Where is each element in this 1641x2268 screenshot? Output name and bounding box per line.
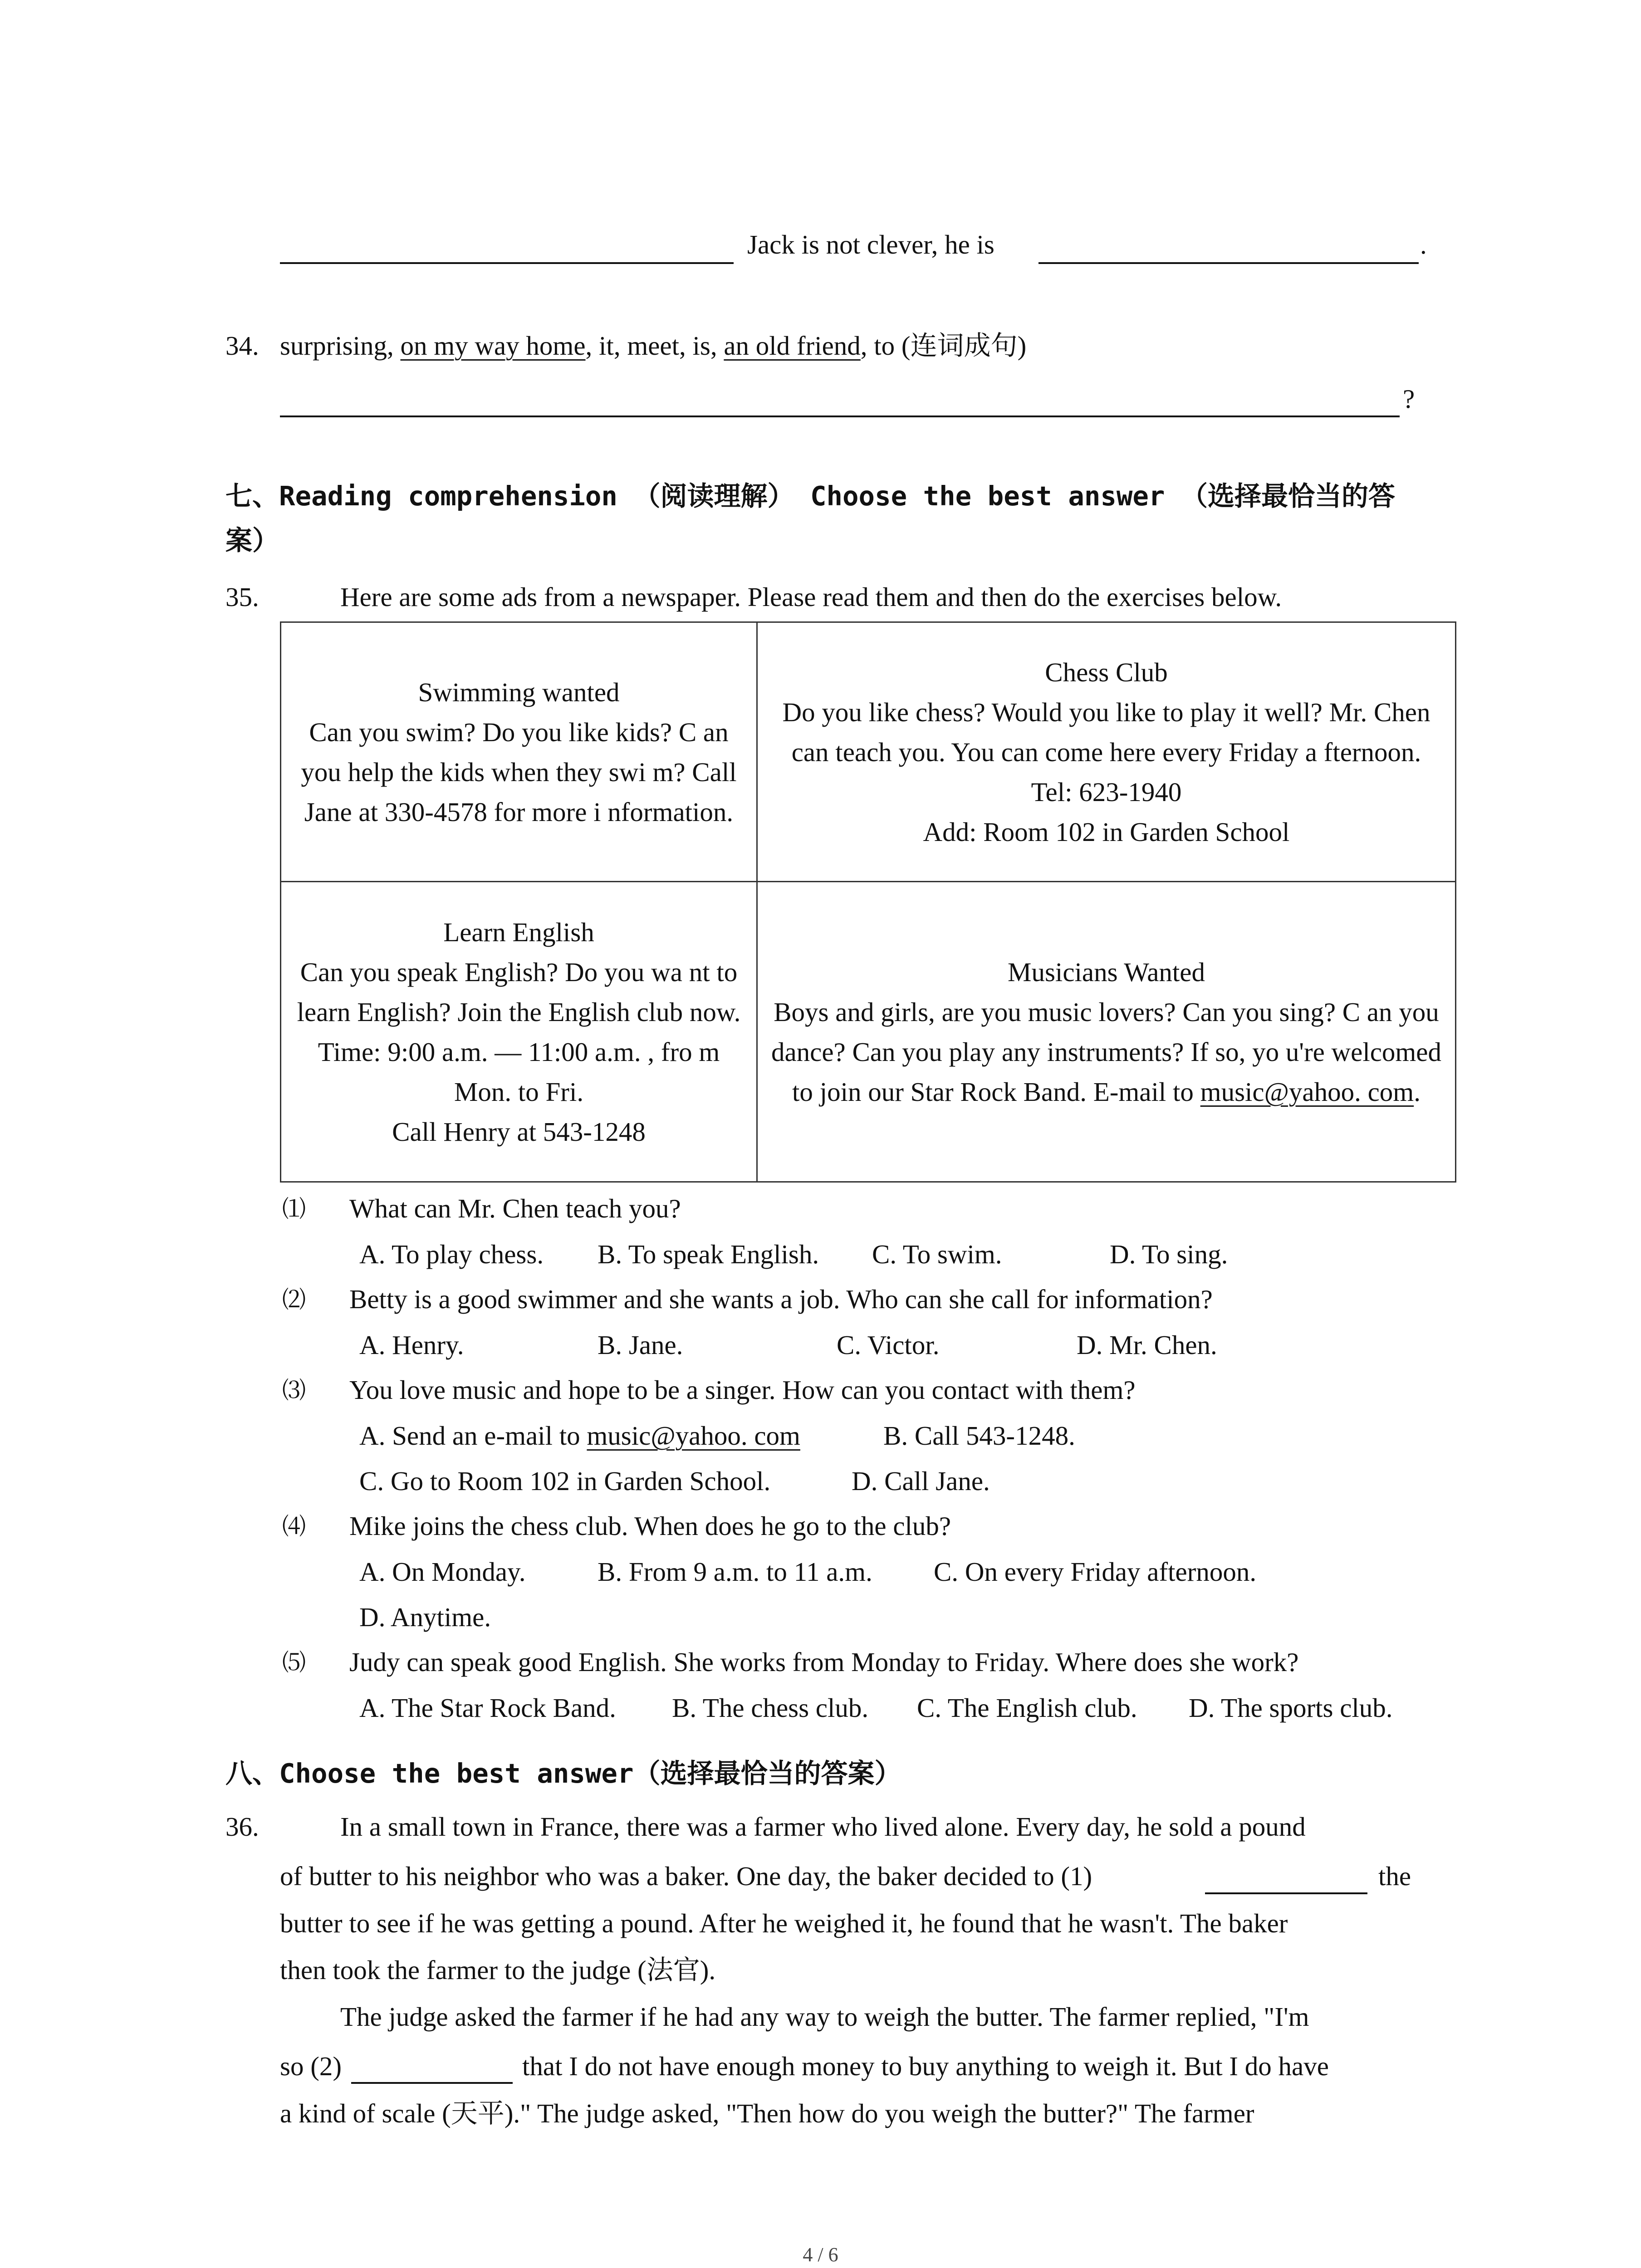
answer-blank[interactable] — [280, 262, 734, 264]
ads-table — [280, 621, 1456, 1183]
ad-title: Learn English — [443, 917, 594, 947]
option[interactable]: D. Anytime. — [359, 1602, 491, 1632]
option[interactable]: B. Jane. — [598, 1330, 683, 1360]
subquestion-number: ⑵ — [282, 1286, 306, 1314]
subquestion-number: ⑸ — [282, 1649, 306, 1677]
ad-tel: Tel: 623-1940 — [1031, 777, 1182, 807]
option[interactable]: C. Victor. — [837, 1330, 940, 1360]
subquestion-number: ⑶ — [282, 1377, 306, 1404]
ad-chess — [757, 622, 1456, 882]
section-heading: 八、Choose the best answer（选择最恰当的答案） — [225, 1758, 901, 1789]
option[interactable]: D. To sing. — [1110, 1239, 1228, 1269]
option[interactable]: B. From 9 a.m. to 11 a.m. — [598, 1557, 872, 1587]
option[interactable]: D. Mr. Chen. — [1077, 1330, 1217, 1360]
email-link[interactable]: music@yahoo. com — [587, 1421, 800, 1451]
option[interactable]: C. On every Friday afternoon. — [934, 1557, 1257, 1587]
option[interactable]: B. To speak English. — [598, 1239, 819, 1269]
passage-line: The judge asked the farmer if he had any way to weigh the butter. The farmer replied, "I'm — [340, 2002, 1309, 2032]
option[interactable]: C. The English club. — [917, 1693, 1137, 1723]
option[interactable]: D. The sports club. — [1189, 1693, 1393, 1723]
option[interactable]: A. The Star Rock Band. — [359, 1693, 616, 1723]
option[interactable]: A. Send an e-mail to music@yahoo. com — [359, 1421, 800, 1451]
ad-english — [281, 882, 757, 1182]
option[interactable]: A. To play chess. — [359, 1239, 544, 1269]
option[interactable]: B. Call 543-1248. — [883, 1421, 1075, 1451]
section-heading: 案） — [225, 525, 279, 556]
underlined-phrase: an old friend — [724, 331, 861, 361]
ad-call: Call Henry at 543-1248 — [392, 1116, 646, 1147]
ad-time: Time: 9:00 a.m. — 11:00 a.m. , fro m Mon. to Fri. — [318, 1036, 720, 1107]
ad-swimming — [281, 622, 757, 882]
subquestion-text: Betty is a good swimmer and she wants a job. Who can she call for information? — [349, 1284, 1213, 1314]
ad-body: Do you like chess? Would you like to play it well? Mr. Chen can teach you. You can come here every Friday a fternoon. — [782, 697, 1430, 767]
answer-blank[interactable] — [280, 415, 1400, 417]
answer-blank[interactable] — [1205, 1892, 1367, 1894]
option[interactable]: B. The chess club. — [672, 1693, 869, 1723]
subquestion-text: You love music and hope to be a singer. How can you contact with them? — [349, 1375, 1136, 1405]
ad-title: Swimming wanted — [418, 677, 620, 707]
passage-line: so (2) — [280, 2051, 342, 2081]
ad-body: Can you speak English? Do you wa nt to learn English? Join the English club now. — [297, 957, 741, 1027]
section-heading: 七、Reading comprehension （阅读理解） Choose the best answer （选择最恰当的答 — [225, 480, 1395, 512]
ad-body: Can you swim? Do you like kids? C an you help the kids when they swi m? Call Jane at 330-4578 for more i nformation. — [301, 717, 737, 827]
option[interactable]: A. Henry. — [359, 1330, 464, 1360]
passage-line: then took the farmer to the judge (法官). — [280, 1955, 716, 1985]
question-text — [280, 332, 1026, 359]
passage-line: a kind of scale (天平)." The judge asked, "Then how do you weigh the butter?" The farmer — [280, 2098, 1254, 2128]
word: , it, meet, is, — [585, 331, 717, 361]
ad-body: Boys and girls, are you music lovers? Can you sing? C an you dance? Can you play any instruments? If so, yo u're welcomed to join our Star Rock Band. E-mail to music@yahoo. com. — [771, 997, 1441, 1107]
question-intro: Here are some ads from a newspaper. Please read them and then do the exercises below. — [340, 582, 1282, 612]
ad-address: Add: Room 102 in Garden School — [923, 816, 1290, 847]
subquestion-text: Judy can speak good English. She works from Monday to Friday. Where does she work? — [349, 1647, 1299, 1677]
option[interactable]: A. On Monday. — [359, 1557, 526, 1587]
question-text: Jack is not clever, he is — [747, 230, 994, 259]
subquestion-number: ⑴ — [282, 1196, 306, 1223]
page-number: 4 / 6 — [803, 2244, 838, 2266]
email-link[interactable]: music@yahoo. com — [1200, 1076, 1414, 1107]
question-number: 34. — [225, 331, 259, 361]
option[interactable]: C. To swim. — [872, 1239, 1002, 1269]
subquestion-text: Mike joins the chess club. When does he go to the club? — [349, 1511, 951, 1541]
option[interactable]: C. Go to Room 102 in Garden School. — [359, 1466, 771, 1496]
word: surprising, — [280, 331, 394, 361]
subquestion-text: What can Mr. Chen teach you? — [349, 1193, 681, 1223]
ad-title: Chess Club — [1045, 657, 1168, 687]
passage-line: In a small town in France, there was a farmer who lived alone. Every day, he sold a pound — [340, 1812, 1306, 1842]
answer-blank[interactable] — [1038, 262, 1419, 264]
passage-line: the — [1378, 1861, 1411, 1891]
passage-line: of butter to his neighbor who was a baker. One day, the baker decided to (1) — [280, 1861, 1092, 1891]
question-number: 36. — [225, 1812, 259, 1842]
ad-title: Musicians Wanted — [1008, 957, 1205, 987]
sentence-end: . — [1420, 230, 1427, 259]
answer-blank[interactable] — [351, 2082, 513, 2084]
word: , to (连词成句) — [860, 331, 1027, 361]
subquestion-number: ⑷ — [282, 1513, 306, 1540]
passage-line: butter to see if he was getting a pound. After he weighed it, he found that he wasn't. The baker — [280, 1908, 1288, 1938]
option[interactable]: D. Call Jane. — [852, 1466, 990, 1496]
underlined-phrase: on my way home — [400, 331, 586, 361]
passage-line: that I do not have enough money to buy anything to weigh it. But I do have — [522, 2051, 1329, 2081]
question-number: 35. — [225, 582, 259, 612]
sentence-end: ? — [1403, 384, 1415, 414]
ad-music — [757, 882, 1456, 1182]
